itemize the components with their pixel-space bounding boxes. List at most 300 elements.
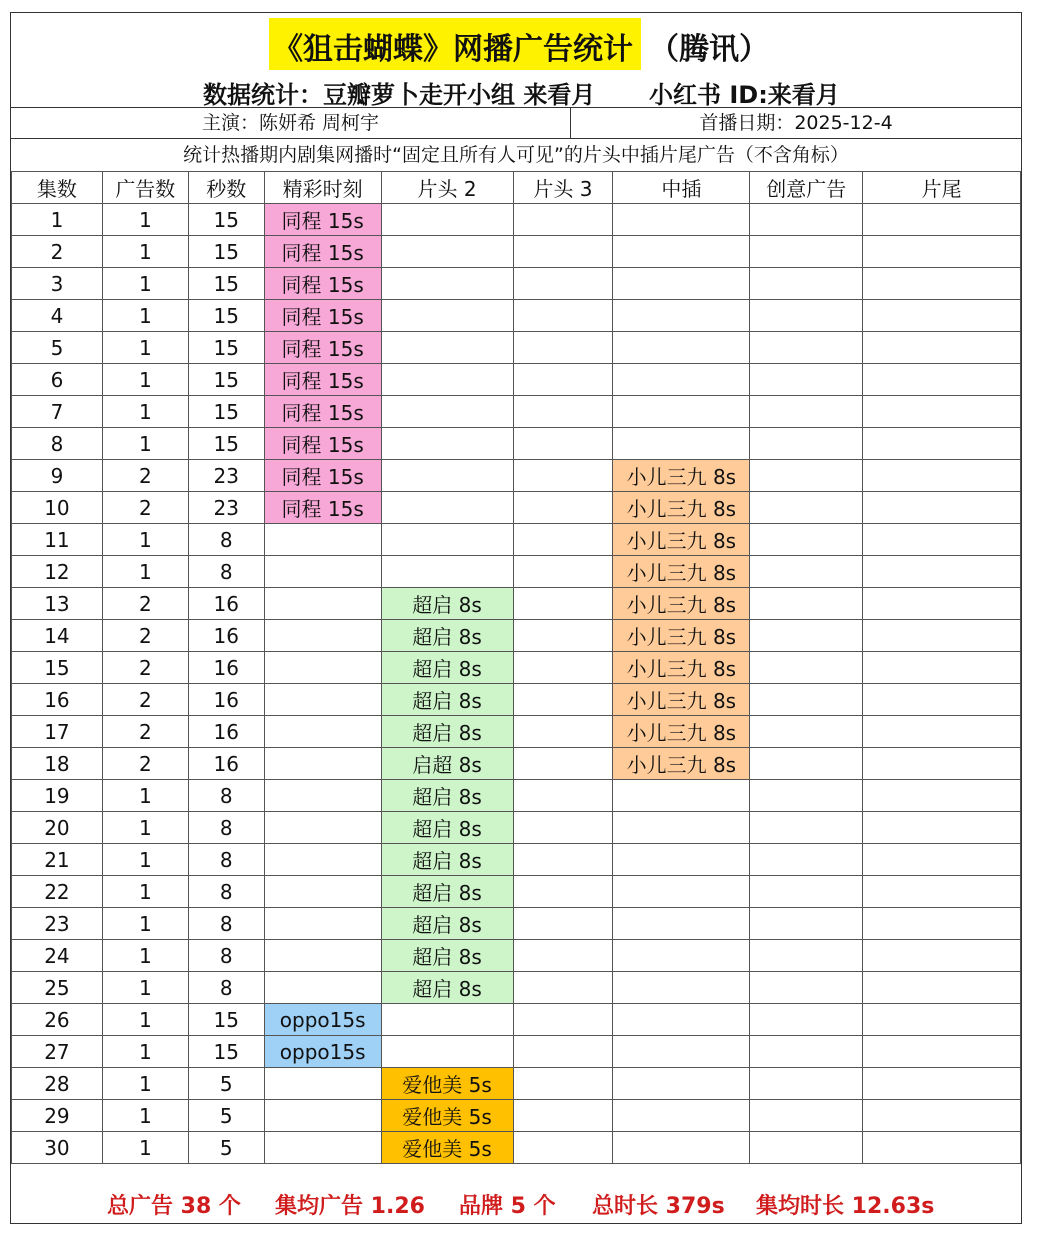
cell-h3 [513,1100,613,1132]
ad-statistics-sheet [10,12,1022,1224]
info-row [11,107,1021,139]
cell-h3 [513,652,613,684]
cell-ep: 18 [12,748,103,780]
cell-moment [264,940,381,972]
cell-sec: 8 [188,940,264,972]
cell-count: 2 [102,652,188,684]
cell-count: 1 [102,428,188,460]
cell-tail [863,716,1021,748]
cell-h3 [513,780,613,812]
cell-moment [264,780,381,812]
table-row [12,940,1021,972]
cell-h2: 超启 8s [381,908,513,940]
cell-h2: 超启 8s [381,972,513,1004]
cell-count: 2 [102,748,188,780]
cell-mid: 小儿三九 8s [613,460,750,492]
table-row [12,1068,1021,1100]
cell-ep: 10 [12,492,103,524]
cell-ep: 13 [12,588,103,620]
cell-h2 [381,236,513,268]
cell-h2 [381,1004,513,1036]
cell-moment [264,1100,381,1132]
cell-ep: 24 [12,940,103,972]
cell-h3 [513,1036,613,1068]
cell-count: 2 [102,492,188,524]
cell-creative [750,652,863,684]
table-header-row [12,172,1021,204]
cell-creative [750,972,863,1004]
cell-moment: oppo15s [264,1004,381,1036]
column-header: 秒数 [188,172,264,204]
cell-count: 1 [102,1036,188,1068]
cell-creative [750,1132,863,1164]
cell-tail [863,268,1021,300]
cell-sec: 15 [188,1004,264,1036]
cell-ep: 14 [12,620,103,652]
cell-sec: 8 [188,876,264,908]
cast-info: 主演：陈妍希 周柯宇 [11,108,571,138]
table-row [12,1100,1021,1132]
cell-h2 [381,204,513,236]
cell-tail [863,972,1021,1004]
cell-h2: 超启 8s [381,940,513,972]
cell-sec: 5 [188,1068,264,1100]
cell-tail [863,492,1021,524]
cell-tail [863,748,1021,780]
cell-moment: 同程 15s [264,268,381,300]
cell-sec: 16 [188,684,264,716]
cell-creative [750,556,863,588]
table-row [12,204,1021,236]
cell-h2: 超启 8s [381,844,513,876]
cell-count: 2 [102,716,188,748]
cell-sec: 8 [188,972,264,1004]
cell-tail [863,236,1021,268]
column-header: 片尾 [863,172,1021,204]
cell-h2: 超启 8s [381,620,513,652]
cell-moment: 同程 15s [264,460,381,492]
cell-sec: 16 [188,620,264,652]
cell-ep: 20 [12,812,103,844]
stats-credit-row [11,75,1021,107]
cell-sec: 8 [188,812,264,844]
cell-tail [863,652,1021,684]
cell-h3 [513,588,613,620]
cell-creative [750,1004,863,1036]
cell-tail [863,684,1021,716]
summary-brands: 品牌 5 个 [459,1194,556,1219]
cell-creative [750,684,863,716]
cell-h3 [513,1004,613,1036]
cell-h2: 超启 8s [381,716,513,748]
cell-h2: 超启 8s [381,812,513,844]
cell-h3 [513,428,613,460]
cell-tail [863,844,1021,876]
table-row [12,908,1021,940]
cell-ep: 28 [12,1068,103,1100]
cell-h3 [513,748,613,780]
cell-ep: 8 [12,428,103,460]
cell-h2: 超启 8s [381,876,513,908]
table-row [12,876,1021,908]
cell-h3 [513,620,613,652]
cell-h2 [381,492,513,524]
cell-h2 [381,460,513,492]
cell-count: 1 [102,1004,188,1036]
cell-tail [863,620,1021,652]
cell-h3 [513,1068,613,1100]
cell-moment: oppo15s [264,1036,381,1068]
cell-moment [264,876,381,908]
cell-creative [750,428,863,460]
cell-ep: 16 [12,684,103,716]
cell-sec: 16 [188,716,264,748]
cell-tail [863,588,1021,620]
cell-mid [613,844,750,876]
cell-moment [264,524,381,556]
column-header: 中插 [613,172,750,204]
column-header: 广告数 [102,172,188,204]
cell-h3 [513,556,613,588]
cell-mid: 小儿三九 8s [613,620,750,652]
cell-mid [613,300,750,332]
cell-count: 1 [102,940,188,972]
cell-ep: 27 [12,1036,103,1068]
cell-creative [750,780,863,812]
cell-tail [863,780,1021,812]
cell-sec: 15 [188,236,264,268]
title-row [11,13,1021,75]
cell-h2 [381,428,513,460]
cell-creative [750,620,863,652]
method-note: 统计热播期内剧集网播时“固定且所有人可见”的片头中插片尾广告（不含角标） [183,144,849,166]
cell-ep: 30 [12,1132,103,1164]
cell-sec: 15 [188,268,264,300]
table-body [12,204,1021,1164]
cell-mid [613,396,750,428]
cell-count: 1 [102,1132,188,1164]
cell-moment: 同程 15s [264,204,381,236]
cell-mid [613,940,750,972]
cell-creative [750,460,863,492]
cell-sec: 8 [188,556,264,588]
premiere-date: 首播日期：2025-12-4 [699,112,893,134]
table-row [12,780,1021,812]
table-row [12,556,1021,588]
cell-h3 [513,204,613,236]
cell-creative [750,332,863,364]
cell-count: 2 [102,460,188,492]
cell-tail [863,908,1021,940]
cell-ep: 21 [12,844,103,876]
cell-count: 1 [102,364,188,396]
cell-h3 [513,1132,613,1164]
cell-sec: 15 [188,1036,264,1068]
cell-creative [750,812,863,844]
cell-ep: 26 [12,1004,103,1036]
cell-mid [613,204,750,236]
table-row [12,332,1021,364]
cell-h3 [513,236,613,268]
cell-ep: 25 [12,972,103,1004]
table-row [12,1132,1021,1164]
cell-mid [613,1132,750,1164]
cell-h3 [513,300,613,332]
cell-sec: 15 [188,396,264,428]
cell-sec: 8 [188,524,264,556]
cell-ep: 22 [12,876,103,908]
cell-h3 [513,524,613,556]
cell-creative [750,716,863,748]
cell-h3 [513,460,613,492]
cell-moment: 同程 15s [264,396,381,428]
cell-ep: 3 [12,268,103,300]
table-row [12,748,1021,780]
cell-moment [264,1132,381,1164]
table-row [12,588,1021,620]
cell-tail [863,812,1021,844]
table-row [12,492,1021,524]
cell-count: 1 [102,300,188,332]
cell-mid: 小儿三九 8s [613,492,750,524]
summary-avg-ads: 集均广告 1.26 [275,1194,425,1219]
cell-ep: 9 [12,460,103,492]
cell-tail [863,876,1021,908]
table-row [12,460,1021,492]
cell-moment [264,908,381,940]
cell-mid [613,1004,750,1036]
cell-count: 1 [102,844,188,876]
cell-sec: 15 [188,364,264,396]
cell-tail [863,1132,1021,1164]
cell-h2: 超启 8s [381,684,513,716]
cell-sec: 16 [188,588,264,620]
cell-h2: 爱他美 5s [381,1100,513,1132]
page-title: 《狙击蝴蝶》网播广告统计 [273,32,633,67]
cell-mid [613,236,750,268]
platform-label: （腾讯） [649,32,769,67]
cell-h2: 超启 8s [381,588,513,620]
cell-creative [750,204,863,236]
table-row [12,1036,1021,1068]
cell-mid [613,812,750,844]
summary-row [11,1179,1021,1221]
table-row [12,972,1021,1004]
cell-ep: 7 [12,396,103,428]
cell-creative [750,1068,863,1100]
cell-ep: 11 [12,524,103,556]
cell-tail [863,1068,1021,1100]
cell-h2 [381,268,513,300]
cell-sec: 16 [188,652,264,684]
cell-count: 2 [102,620,188,652]
cell-mid: 小儿三九 8s [613,716,750,748]
cell-sec: 8 [188,908,264,940]
cell-sec: 5 [188,1132,264,1164]
cell-h2 [381,1036,513,1068]
cell-creative [750,300,863,332]
cell-tail [863,204,1021,236]
column-header: 精彩时刻 [264,172,381,204]
cell-creative [750,268,863,300]
cell-count: 1 [102,876,188,908]
cell-sec: 15 [188,204,264,236]
cell-h3 [513,812,613,844]
cell-mid [613,1100,750,1132]
cell-moment [264,556,381,588]
cell-h2: 启超 8s [381,748,513,780]
cell-h2: 超启 8s [381,652,513,684]
cell-count: 1 [102,524,188,556]
cell-mid [613,332,750,364]
cell-sec: 15 [188,300,264,332]
cell-creative [750,364,863,396]
cell-moment [264,620,381,652]
cell-count: 1 [102,556,188,588]
cell-h2 [381,556,513,588]
cell-h2 [381,332,513,364]
table-row [12,716,1021,748]
cell-sec: 8 [188,780,264,812]
table-row [12,236,1021,268]
cell-mid [613,972,750,1004]
cell-h3 [513,492,613,524]
cell-h3 [513,364,613,396]
cell-moment [264,1068,381,1100]
cell-creative [750,396,863,428]
cell-count: 1 [102,908,188,940]
cell-count: 1 [102,236,188,268]
cell-count: 1 [102,396,188,428]
cell-count: 1 [102,972,188,1004]
cell-h2: 超启 8s [381,780,513,812]
cell-moment [264,972,381,1004]
cell-count: 1 [102,780,188,812]
cell-mid [613,428,750,460]
cell-tail [863,364,1021,396]
cell-ep: 12 [12,556,103,588]
cell-ep: 19 [12,780,103,812]
column-header: 创意广告 [750,172,863,204]
cell-moment: 同程 15s [264,300,381,332]
cell-h3 [513,396,613,428]
cell-mid: 小儿三九 8s [613,556,750,588]
cell-moment [264,588,381,620]
ad-table [11,171,1021,1164]
cell-h2 [381,396,513,428]
table-row [12,268,1021,300]
cell-moment [264,812,381,844]
cell-count: 2 [102,684,188,716]
cell-h3 [513,876,613,908]
cell-mid [613,780,750,812]
cell-moment [264,652,381,684]
table-row [12,364,1021,396]
cell-count: 1 [102,332,188,364]
table-row [12,524,1021,556]
cell-creative [750,1036,863,1068]
column-header: 片头 3 [513,172,613,204]
cell-h2 [381,364,513,396]
cell-ep: 5 [12,332,103,364]
cell-moment: 同程 15s [264,332,381,364]
cell-tail [863,1036,1021,1068]
cell-creative [750,876,863,908]
cell-count: 2 [102,588,188,620]
cell-tail [863,556,1021,588]
cell-h3 [513,716,613,748]
cell-h3 [513,940,613,972]
cell-creative [750,908,863,940]
cell-tail [863,1004,1021,1036]
table-row [12,812,1021,844]
table-row [12,396,1021,428]
cell-moment [264,716,381,748]
table-row [12,620,1021,652]
cell-creative [750,588,863,620]
table-row [12,428,1021,460]
cell-tail [863,940,1021,972]
column-header: 片头 2 [381,172,513,204]
cell-moment: 同程 15s [264,236,381,268]
cell-h3 [513,844,613,876]
cell-tail [863,428,1021,460]
cell-h3 [513,684,613,716]
cell-ep: 6 [12,364,103,396]
cell-ep: 17 [12,716,103,748]
cell-moment [264,844,381,876]
cell-creative [750,1100,863,1132]
cell-sec: 15 [188,428,264,460]
cell-sec: 23 [188,460,264,492]
cell-count: 1 [102,1100,188,1132]
cell-sec: 5 [188,1100,264,1132]
xiaohongshu-id: 小红书 ID:来看月 [649,81,840,109]
cell-mid: 小儿三九 8s [613,684,750,716]
table-row [12,684,1021,716]
cell-count: 1 [102,268,188,300]
cell-h2: 爱他美 5s [381,1068,513,1100]
cell-sec: 15 [188,332,264,364]
summary-total-ads: 总广告 38 个 [107,1194,241,1219]
cell-ep: 23 [12,908,103,940]
cell-mid [613,1036,750,1068]
cell-count: 1 [102,204,188,236]
table-row [12,844,1021,876]
cell-mid [613,908,750,940]
cell-creative [750,492,863,524]
cell-count: 1 [102,812,188,844]
cell-mid: 小儿三九 8s [613,524,750,556]
cell-mid: 小儿三九 8s [613,652,750,684]
cell-mid [613,876,750,908]
table-row [12,1004,1021,1036]
cell-mid: 小儿三九 8s [613,748,750,780]
cell-sec: 23 [188,492,264,524]
cell-sec: 8 [188,844,264,876]
cell-tail [863,332,1021,364]
cell-moment: 同程 15s [264,492,381,524]
cell-tail [863,1100,1021,1132]
cell-mid [613,1068,750,1100]
cell-moment [264,684,381,716]
cell-mid: 小儿三九 8s [613,588,750,620]
cell-ep: 1 [12,204,103,236]
cell-h2 [381,524,513,556]
cell-creative [750,748,863,780]
cell-mid [613,364,750,396]
stats-credit: 数据统计：豆瓣萝卜走开小组 来看月 [203,81,596,109]
